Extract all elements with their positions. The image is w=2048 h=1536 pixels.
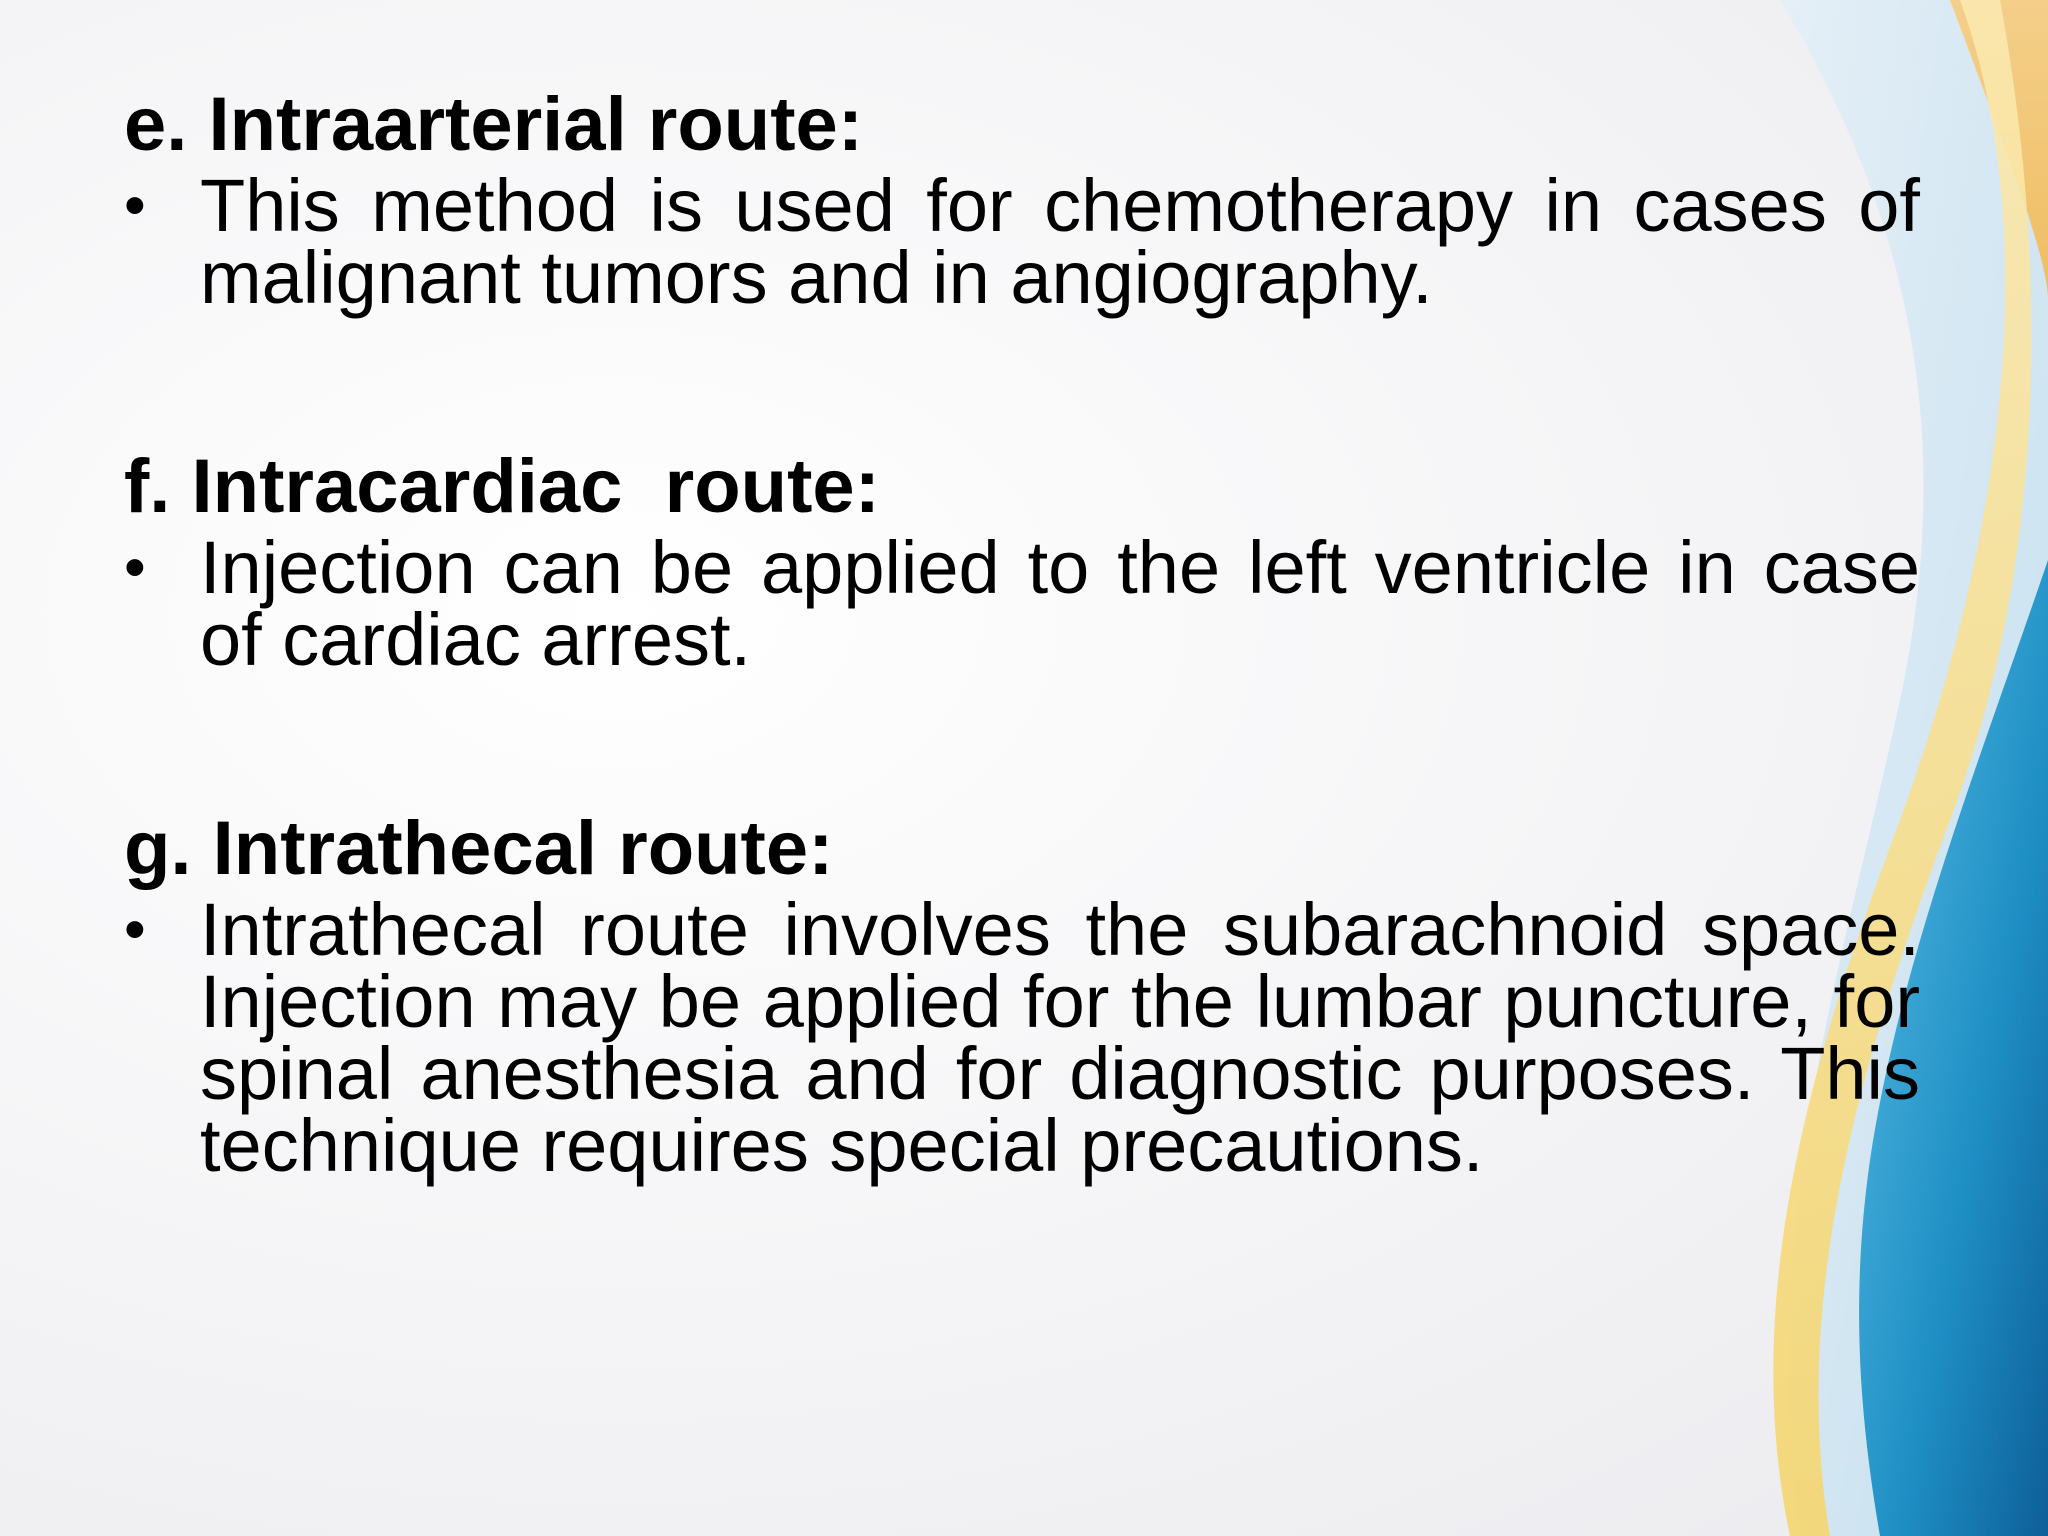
section-intrathecal xyxy=(124,804,1920,1187)
bullet-item xyxy=(124,526,1920,681)
heading-intraarterial: e. Intraarterial route: xyxy=(124,82,864,167)
bullet-marker: • xyxy=(124,895,146,964)
bullet-marker: • xyxy=(124,533,146,602)
heading-intracardiac: f. Intracardiac route: xyxy=(124,444,880,529)
bullet-text: Injection can be applied to the left ventricle in case of cardiac arrest. xyxy=(200,526,1920,681)
bullet-item xyxy=(124,164,1920,319)
section-intracardiac xyxy=(124,442,1920,681)
bullet-text: This method is used for chemotherapy in cases of malignant tumors and in angiography. xyxy=(200,164,1920,319)
bullet-text: Intrathecal route involves the subarachnoid space. Injection may be applied for the lumbar puncture, for spinal anesthesia and for diagnostic purposes. This technique requires special precautions. xyxy=(200,888,1920,1187)
section-intraarterial xyxy=(124,80,1920,319)
bullet-item xyxy=(124,888,1920,1187)
bullet-marker: • xyxy=(124,171,146,240)
heading-intrathecal: g. Intrathecal route: xyxy=(124,806,834,891)
